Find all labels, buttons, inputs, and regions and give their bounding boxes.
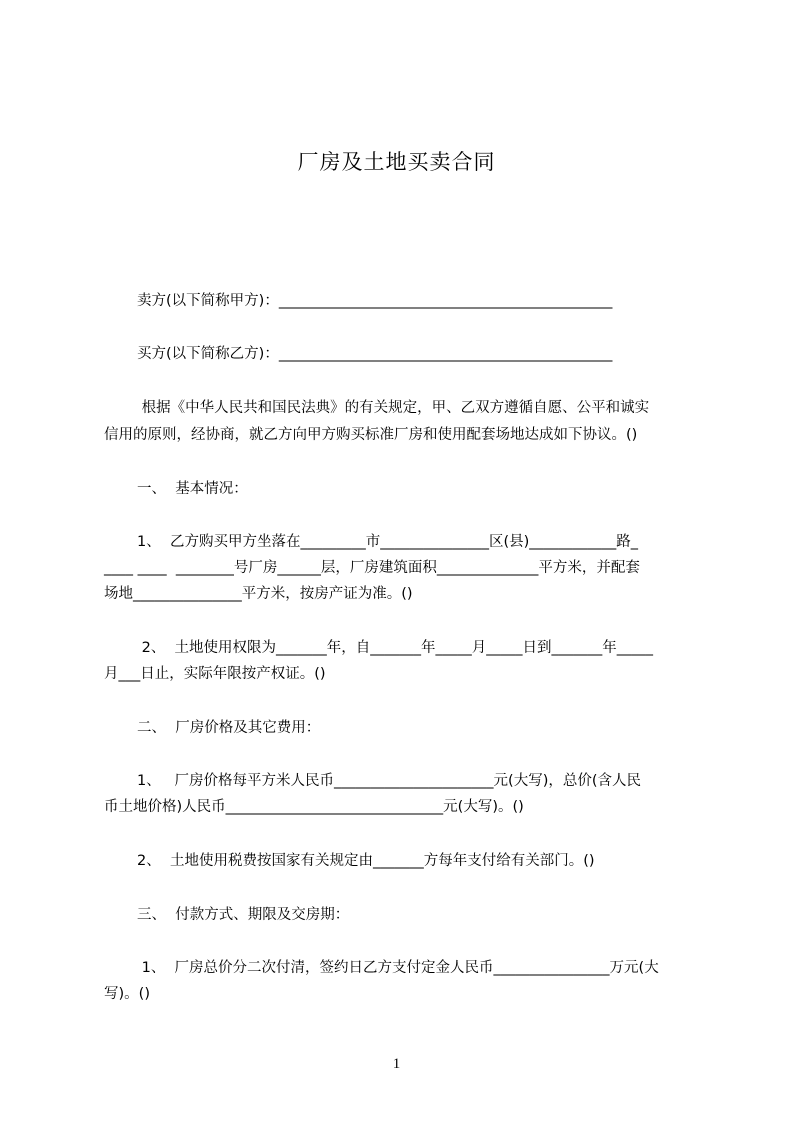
- section-1-heading: 一、 基本情况：: [137, 481, 248, 497]
- section-3-item-1-line-2: 写)。(): [104, 986, 150, 1002]
- section-3-item-1-line-1: 1、 厂房总价分二次付清，签约日乙方支付定金人民币________________万元(大: [137, 960, 659, 976]
- section-1-item-1-line-2: ____ ____ ________号厂房______层，厂房建筑面积______________平方米，并配套: [104, 560, 640, 576]
- section-2-item-1-line-1: 1、 厂房价格每平方米人民币______________________元(大写)，总价(含人民: [137, 773, 642, 789]
- section-2-item-1-line-2: 币土地价格)人民币______________________________元(大写)。(): [104, 799, 524, 815]
- buyer-line: 买方(以下简称乙方)：______________________________________________: [137, 346, 613, 362]
- section-2-item-2-line-1: 2、 土地使用税费按国家有关规定由_______方每年支付给有关部门。(): [137, 853, 595, 869]
- section-1-item-2-line-2: 月___日止，实际年限按产权证。(): [104, 666, 326, 682]
- section-1-item-2-line-1: 2、 土地使用权限为_______年，自_______年_____月_____日到_______年_____: [137, 640, 654, 656]
- section-2-heading: 二、 厂房价格及其它费用：: [137, 720, 321, 736]
- preamble-line-2: 信用的原则，经协商，就乙方向甲方购买标准厂房和使用配套场地达成如下协议。(): [104, 427, 638, 443]
- seller-line: 卖方(以下简称甲方)：______________________________________________: [137, 293, 613, 309]
- section-1-item-1-line-3: 场地_______________平方米，按房产证为准。(): [104, 586, 413, 602]
- preamble-line-1: 根据《中华人民共和国民法典》的有关规定，甲、乙双方遵循自愿、公平和诚实: [137, 400, 650, 416]
- page-number: 1: [392, 1056, 401, 1072]
- section-1-item-1-line-1: 1、 乙方购买甲方坐落在_________市_______________区(县)____________路_: [137, 534, 639, 550]
- document-title: 厂房及土地买卖合同: [297, 150, 496, 174]
- section-3-heading: 三、 付款方式、期限及交房期：: [137, 907, 350, 923]
